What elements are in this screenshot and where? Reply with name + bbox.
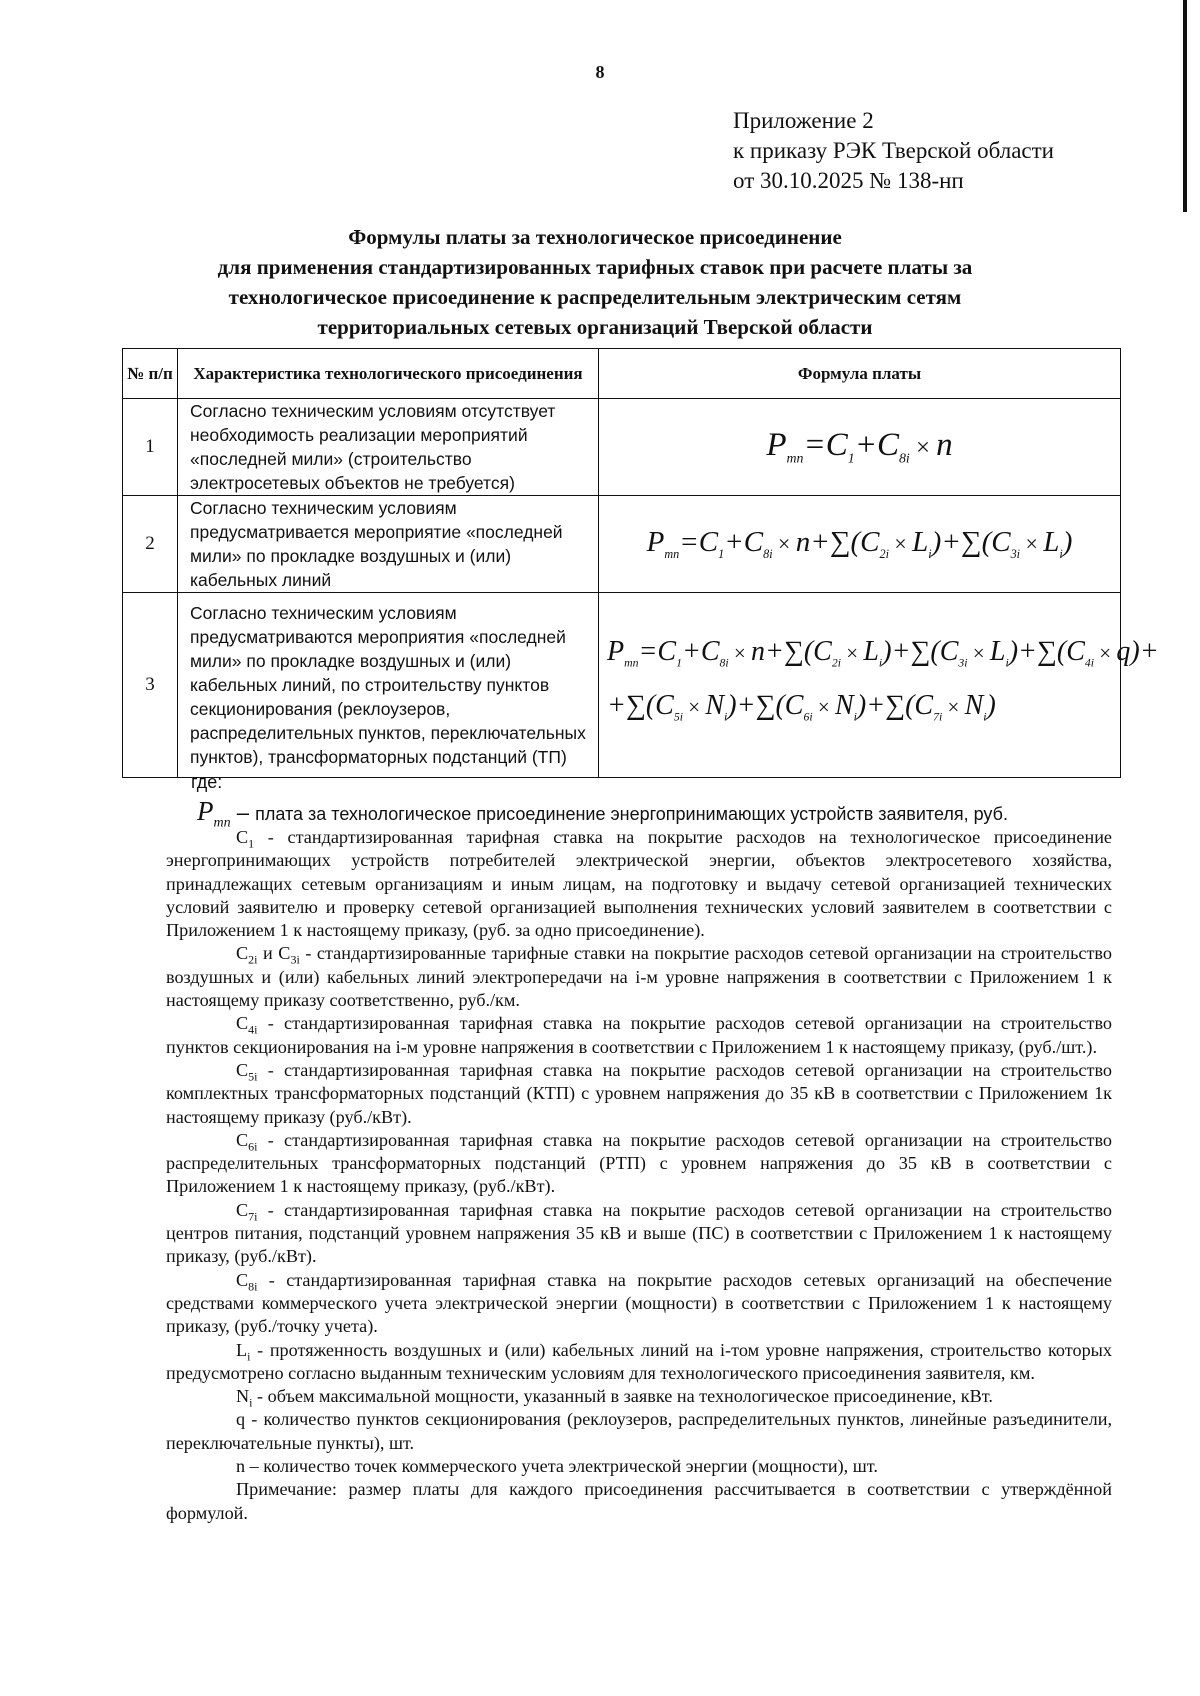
- table-row: [123, 496, 1121, 593]
- row-formula: [599, 399, 1121, 496]
- definition-text: - объем максимальной мощности, указанный в заявке на технологическое присоединение, кВт.: [252, 1386, 993, 1407]
- definition-subscript: 4i: [248, 1023, 258, 1038]
- document-title: [130, 222, 1060, 342]
- definition-text: - стандартизированная тарифная ставка на покрытие расходов сетевой организации на строительство комплектных трансформаторных подстанций (КТП) с уровнем напряжения до 35 кВ в соответствии с Приложением 1к настоящему приказу (руб./кВт).: [166, 1059, 1112, 1127]
- row-formula: [599, 496, 1121, 593]
- definition-item: [166, 1339, 1112, 1386]
- appendix-line: к приказу РЭК Тверской области: [733, 138, 1054, 163]
- definition-symbol: L: [236, 1339, 248, 1360]
- row-characteristic: Согласно техническим условиям предусматриваются мероприятия «последней мили» по прокладке воздушных и (или) кабельных линий, по строительству пунктов секционирования (реклоузеров, распределительных пунктов, переключательных пунктов), трансформаторных подстанций (ТП): [178, 593, 599, 778]
- definition-subscript: 8i: [248, 1279, 258, 1294]
- pmn-symbol: [197, 796, 231, 831]
- definition-symbol: C: [236, 1013, 249, 1034]
- scan-edge-line: [1183, 0, 1187, 212]
- definition-subscript: 2i: [248, 953, 258, 968]
- appendix-line: от 30.10.2025 № 138-нп: [733, 168, 964, 193]
- row-characteristic: Согласно техническим условиям отсутствует необходимость реализации мероприятий «последней мили» (строительство электросетевых объектов не требуется): [178, 399, 599, 496]
- title-line: технологическое присоединение к распределительным электрическим сетям: [228, 285, 962, 309]
- header-formula: Формула платы: [599, 349, 1121, 399]
- definition-item: [166, 1408, 1112, 1455]
- definition-text: - стандартизированные тарифные ставки на покрытие расходов сетевой организации на строительство воздушных и (или) кабельных линий электропередачи на i-м уровне напряжения в соответствии с Приложением 1 к настоящему приказу соответственно, руб./км.: [166, 943, 1112, 1011]
- title-line: Формулы платы за технологическое присоединение: [348, 225, 842, 249]
- definition-text: – количество точек коммерческого учета электрической энергии (мощности), шт.: [245, 1456, 878, 1477]
- definition-symbol: C: [236, 943, 249, 964]
- page-number: 8: [595, 62, 605, 82]
- title-line: территориальных сетевых организаций Тверской области: [317, 315, 873, 339]
- row-formula: [599, 593, 1159, 778]
- definition-symbol: n: [236, 1456, 246, 1477]
- title-line: для применения стандартизированных тарифных ставок при расчете платы за: [217, 255, 973, 279]
- formula-line: $P_{тп}=С_1+С_{8i} \times n+\sum(С_{2i} \times L_i)+\sum(С_{3i} \times L_i)+\sum(С_{4i} \times q)+$: [607, 636, 1159, 670]
- definition-symbol: C: [236, 1199, 249, 1220]
- appendix-header: [733, 106, 1054, 196]
- definition-symbol: C: [236, 1129, 249, 1150]
- definition-symbol: C: [236, 827, 249, 847]
- pmn-subscript: mn: [213, 815, 231, 831]
- definition-symbol: q: [236, 1409, 246, 1430]
- definition-subscript: 3i: [290, 953, 300, 968]
- definition-item: [166, 1129, 1112, 1199]
- note: Примечание: размер платы для каждого присоединения рассчитывается в соответствии с утверждённой формулой.: [166, 1479, 1112, 1523]
- header-number: № п/п: [123, 349, 178, 399]
- definition-item: [166, 826, 1112, 942]
- definition-subscript: i: [247, 1349, 251, 1364]
- definition-text: - количество пунктов секционирования (реклоузеров, распределительных пунктов, линейные разъединители, переключательные пункты), шт.: [166, 1409, 1112, 1453]
- formulas-table: [122, 348, 1159, 778]
- definition-text: - стандартизированная тарифная ставка на покрытие расходов сетевых организаций на обеспечение средствами коммерческого учета электрической энергии (мощности) в соответствии с Приложением 1 к настоящему приказу, (руб./точку учета).: [166, 1269, 1112, 1337]
- row-number: 2: [123, 496, 178, 593]
- pmn-text: плата за технологическое присоединение энергопринимающих устройств заявителя, руб.: [255, 804, 1008, 824]
- row-number: 3: [123, 593, 178, 778]
- definition-subscript: 7i: [248, 1209, 258, 1224]
- definition-symbol: C: [236, 1269, 249, 1290]
- definition-subscript: 1: [248, 836, 255, 851]
- definition-symbol: N: [236, 1386, 250, 1407]
- row-number: 1: [123, 399, 178, 496]
- appendix-line: Приложение 2: [733, 108, 874, 133]
- definition-item: [166, 1385, 1112, 1408]
- definition-subscript: 5i: [248, 1069, 258, 1084]
- formula-text: $P_{тп}=С_1+С_{8i} \times n+\sum(С_{2i} \times L_i)+\sum(С_{3i} \times L_i)$: [646, 526, 1073, 561]
- formula-line: $+\sum(С_{5i} \times N_i)+\sum(С_{6i} \times N_i)+\sum(С_{7i} \times N_i)$: [607, 690, 996, 724]
- definition-item: [166, 1199, 1112, 1269]
- definition-subscript: i: [249, 1395, 253, 1410]
- table-header-row: [123, 349, 1121, 399]
- definition-subscript: 6i: [248, 1139, 258, 1154]
- table-row: [123, 593, 1121, 778]
- definition-text: - стандартизированная тарифная ставка на покрытие расходов на технологическое присоединение энергопринимающих устройств потребителей электрической энергии, объектов электросетевого хозяйства, принадлежащих сетевым организациям и иным лицам, на подготовку и выдачу сетевой организацией технических условий заявителю и проверку сетевой организацией выполнения технических условий заявителем в соответствии с Приложением 1 к настоящему приказу, (руб. за одно присоединение).: [166, 827, 1112, 941]
- definition-item: [166, 942, 1112, 1012]
- header-characteristic: Характеристика технологического присоединения: [178, 349, 599, 399]
- definition-item: [166, 1269, 1112, 1339]
- definitions-list: [166, 826, 1112, 1525]
- pmn-dash: –: [230, 800, 256, 825]
- formula-text: $P_{тп}=С_1+С_{8i} \times n$: [766, 427, 953, 466]
- definition-text: - стандартизированная тарифная ставка на покрытие расходов сетевой организации на строительство центров питания, подстанций уровнем напряжения 35 кВ и выше (ПС) в соответствии с Приложением 1 к настоящему приказу, (руб./кВт).: [166, 1199, 1112, 1267]
- definition-symbol: C: [236, 1059, 249, 1080]
- definition-item: [166, 1059, 1112, 1129]
- definition-text: - стандартизированная тарифная ставка на покрытие расходов сетевой организации на строительство пунктов секционирования на i-м уровне напряжения в соответствии с Приложением 1 к настоящему приказу, (руб./шт.).: [166, 1013, 1112, 1057]
- definition-item: [166, 1455, 1112, 1478]
- pmn-letter: P: [197, 796, 214, 826]
- definition-text: - протяженность воздушных и (или) кабельных линий на i-том уровне напряжения, строительство которых предусмотрено согласно выданным техническим условиям для технологического присоединения заявителя, км.: [166, 1339, 1112, 1383]
- definition-text: - стандартизированная тарифная ставка на покрытие расходов сетевой организации на строительство распределительных трансформаторных подстанций (РТП) с уровнем напряжения до 35 кВ в соответствии с Приложением 1 к настоящему приказу, (руб./кВт).: [166, 1129, 1112, 1197]
- where-label: где:: [191, 772, 223, 792]
- definition-symbol-joiner: и C: [257, 943, 291, 964]
- definition-item: [166, 1012, 1112, 1059]
- row-characteristic: Согласно техническим условиям предусматривается мероприятие «последней мили» по прокладке воздушных и (или) кабельных линий: [178, 496, 599, 593]
- table-row: [123, 399, 1121, 496]
